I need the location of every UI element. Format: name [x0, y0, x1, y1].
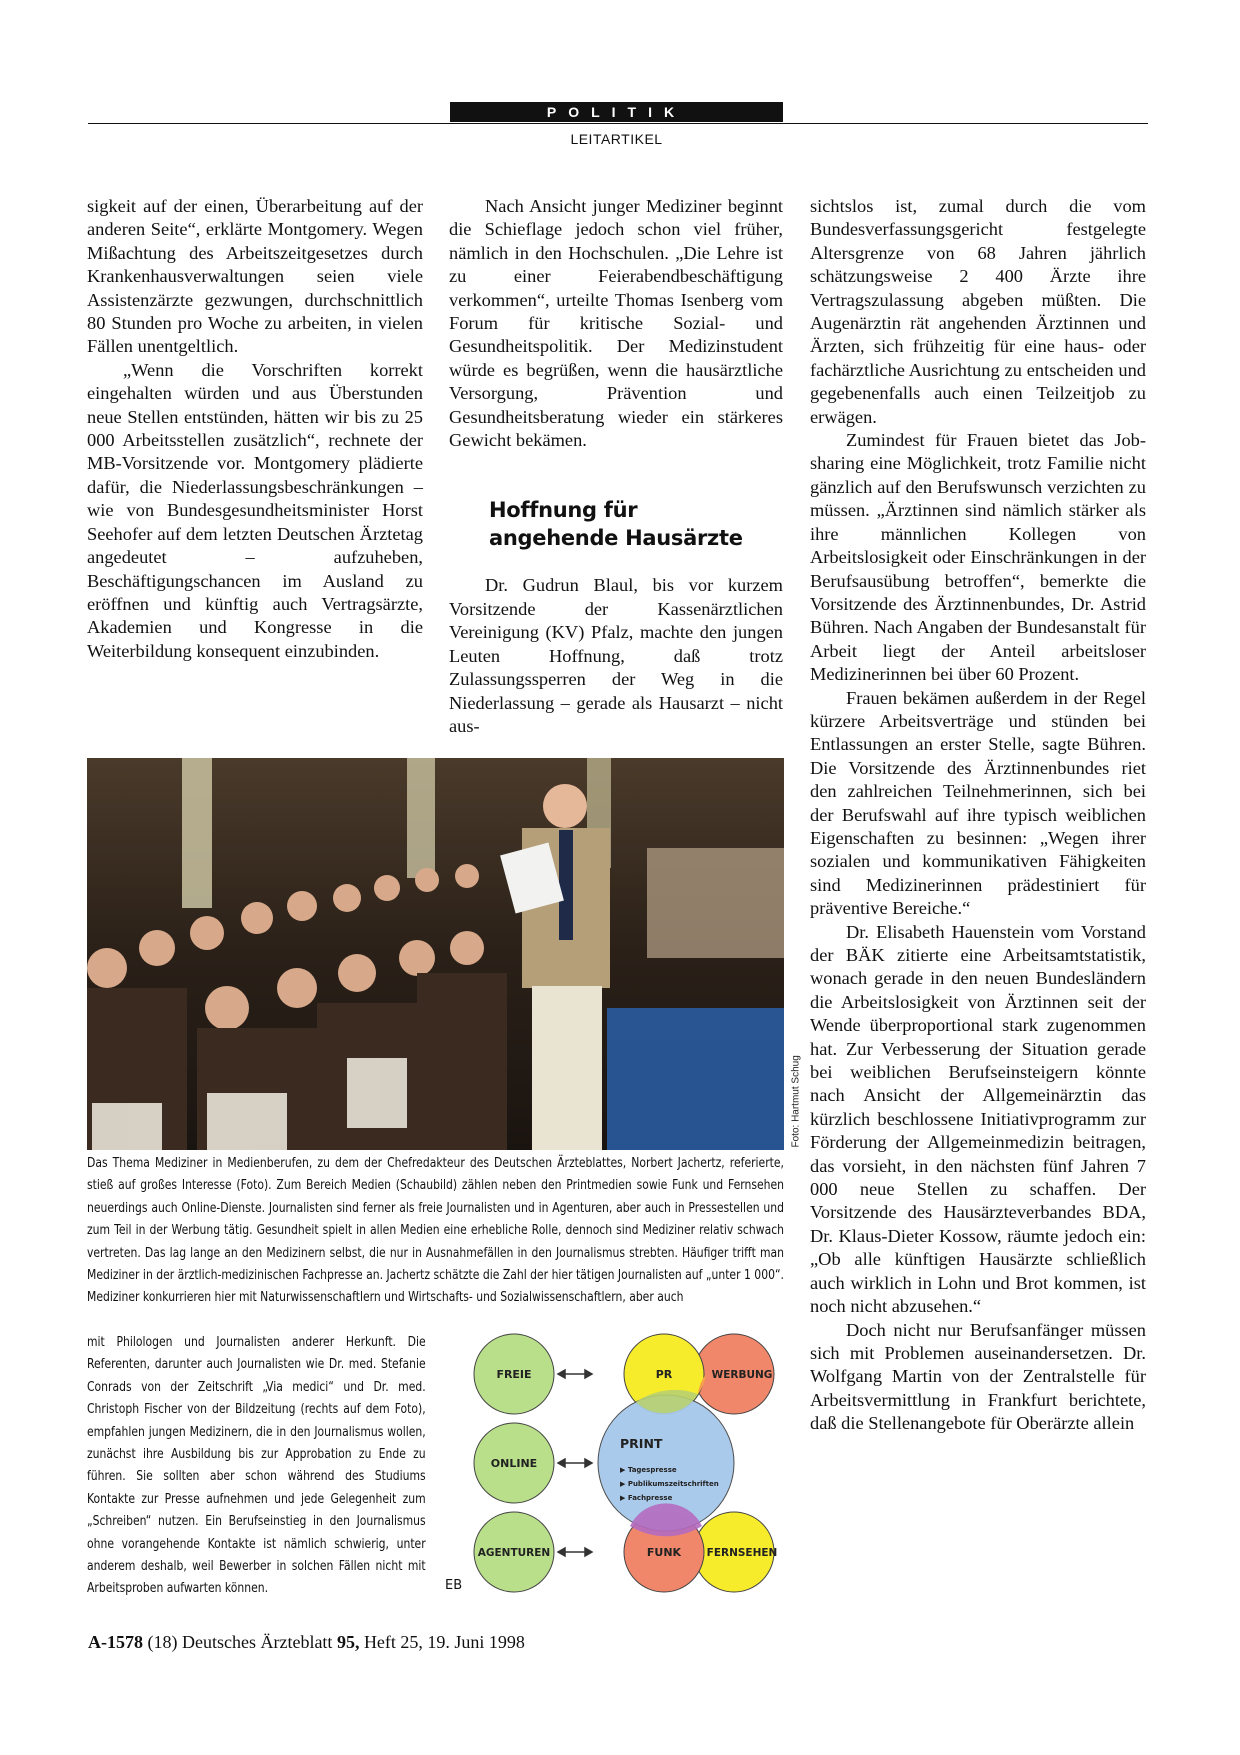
paragraph: Dr. Gudrun Blaul, bis vor kurzem Vorsitzende der Kassenärztlichen Vereinigung (KV) Pfalz, machte den jungen Leuten Hoffnung, daß trotz Zulassungssperren der Weg in die Niederlassung – gerade als Hausarzt – nicht aus- — [449, 575, 783, 736]
header-rule — [88, 123, 1148, 124]
diagram-label: ONLINE — [490, 1457, 538, 1470]
text-column-3 — [810, 195, 1146, 1436]
diagram-label: FUNK — [646, 1546, 682, 1559]
conference-photo — [87, 758, 784, 1150]
footer-text: (18) Deutsches Ärzteblatt — [143, 1632, 337, 1652]
paragraph: sichtslos ist, zumal durch die vom Bundesverfassungsgericht festgelegte Altersgrenze von 68 Jahren jährlich schätzungsweise 2 400 Ärzte ihre Vertragszulassung abgeben müßten. Die Augenärztin rät angehenden Ärztinnen und Ärzten, sich frühzeitig für eine haus- oder fachärztliche Ausrichtung zu entscheiden und gegebenenfalls auch einen Teilzeitjob zu erwägen. — [810, 196, 1146, 427]
footer-issue: Heft 25, 19. Juni 1998 — [359, 1632, 525, 1652]
diagram-label: FREIE — [496, 1368, 532, 1381]
footer-volume: 95, — [336, 1632, 360, 1652]
photo-caption: Das Thema Mediziner in Medienberufen, zu dem der Chefredakteur des Deutschen Ärzteblattes, Norbert Jachertz, referierte, stieß auf großes Interesse (Foto). Zum Bereich Medien (Schaubild) zählen neben den Printmedien sowie Funk und Fernsehen neuerdings auch Online-Dienste. Journalisten sind ferner als freie Journalisten und in Agenturen, aber auch in Pressestellen und zum Teil in der Werbung tätig. Gesundheit spielt in allen Medien eine erhebliche Rolle, dennoch sind Mediziner relativ schwach vertreten. Das lag lange an den Medizinern selbst, die nur in Ausnahmefällen in den Journalismus strebten. Häufiger trifft man Mediziner in der ärztlich-medizinischen Fachpresse an. Jachertz schätzte die Zahl der hier tätigen Journalisten auf „unter 1 000“. Mediziner konkurrieren hier mit Naturwissenschaftlern und Wirtschafts- und Sozialwissenschaftlern, aber auch — [87, 1156, 784, 1306]
paragraph: Doch nicht nur Berufsanfänger müssen sich mit Problemen auseinandersetzen. Dr. Wolfgang Martin von der Zentralstelle für Arbeitsvermittlung in Frankfurt berichtete, daß die Stellenangebote für Oberärzte allein — [810, 1319, 1146, 1434]
diagram-label: PRINT — [620, 1436, 663, 1451]
text-column-1 — [87, 195, 423, 663]
paragraph: Nach Ansicht junger Mediziner beginnt die Schieflage jedoch schon viel früher, nämlich in den Hochschulen. „Die Lehre ist zu einer Feierabendbeschäftigung verkommen“, urteilte Thomas Isenberg vom Forum für kritische Sozial- und Gesundheitspolitik. Der Medizinstudent würde es begrüßen, wenn die hausärztliche Versorgung, Prävention und Gesundheitsberatung wieder ein stärkeres Gewicht bekämen. — [449, 196, 783, 451]
section-subheader: LEITARTIKEL — [570, 131, 663, 147]
paragraph: sigkeit auf der einen, Überarbeitung auf der anderen Seite“, erklärte Montgomery. Wegen Mißachtung des Arbeitszeitgesetzes durch Krankenhausverwaltungen seien viele Assistenzärzte gezwungen, durchschnittlich 80 Stunden pro Woche zu arbeiten, in vielen Fällen unentgeltlich. — [87, 196, 423, 357]
page-number: A-1578 — [88, 1632, 143, 1652]
paragraph: Frauen bekämen außerdem in der Regel kürzere Arbeitsverträge und stünden bei Entlassungen an erster Stelle, sagte Bühren. Die Vorsitzende des Ärztinnenbundes riet den zahlreichen Teilnehmerinnen, sich bei der Berufswahl auf ihre typisch weiblichen Eigenschaften zu besinnen: „Wegen ihrer sozialen und kommunikativen Fähigkeiten sind Medizinerinnen prädestiniert für präventive Bereiche.“ — [810, 687, 1146, 919]
diagram-label: FERNSEHEN — [706, 1547, 778, 1559]
diagram-arrows — [558, 1370, 592, 1556]
paragraph: Zumindest für Frauen bietet das Job-sharing eine Möglichkeit, trotz Familie nicht gänzlich auf den Berufswunsch verzichten zu müssen. „Ärztinnen sind nämlich stärker als ihre männlichen Kollegen von Arbeitslosigkeit oder Einschränkungen in der Berufsausübung betroffen“, bemerkte die Vorsitzende des Ärztinnenbundes, Dr. Astrid Bühren. Nach Angaben der Bundesanstalt für Arbeit liegt der Anteil arbeitsloser Medizinerinnen bei über 60 Prozent. — [810, 430, 1146, 685]
diagram-label: ▶ Fachpresse — [620, 1494, 673, 1502]
paragraph: „Wenn die Vorschriften korrekt eingehalten würden und aus Überstunden neue Stellen entstünden, hätten wir bis zu 25 000 Arbeitsstellen zusätzlich“, rechnete der MB-Vorsitzende vor. Montgomery plädierte dafür, die Niederlassungsbeschränkungen – wie von Bundesgesundheitsminister Horst Seehofer auf dem letzten Deutschen Ärztetag angedeutet – aufzuheben, Beschäftigungschancen im Ausland zu eröffnen und künftig auch Vertragsärzte, Akademien und Kongresse in die Weiterbildung konsequent einzubinden. — [87, 359, 423, 661]
media-diagram — [470, 1330, 784, 1600]
caption-signature: EB — [445, 1578, 463, 1593]
diagram-label: ▶ Tagespresse — [620, 1466, 677, 1474]
media-diagram-svg — [470, 1330, 784, 1600]
photo-caption-continued: mit Philologen und Journalisten anderer Herkunft. Die Referenten, darunter auch Journalisten wie Dr. med. Stefanie Conrads von der Zeitschrift „Via medici“ und Dr. med. Christoph Fischer von der Bildzeitung (rechts auf dem Foto), empfahlen jungen Medizinern, die in den Journalismus wollen, zunächst ihre Ausbildung bis zur Approbation zu Ende zu führen. Sie sollten aber schon während des Studiums Kontakte zur Presse aufnehmen und jede Gelegenheit zum „Schreiben“ nutzen. Ein Berufseinstieg in den Journalismus ohne vorangehende Kontakte ist nämlich schwierig, unter anderem deshalb, weil Bewerber in solchen Fällen nicht mit Arbeitsproben aufwarten können. — [87, 1335, 426, 1597]
subheading-line: angehende Hausärzte — [489, 526, 743, 551]
subheading — [489, 496, 783, 552]
diagram-label: AGENTUREN — [477, 1547, 551, 1559]
subheading-line: Hoffnung für — [489, 498, 638, 523]
text-column-2 — [449, 195, 783, 738]
diagram-label: WERBUNG — [711, 1369, 773, 1381]
diagram-label: ▶ Publikumszeitschriften — [620, 1480, 719, 1488]
paragraph: Dr. Elisabeth Hauenstein vom Vorstand der BÄK zitierte eine Arbeitsamtstatistik, wonach gerade in den neuen Bundesländern die Arbeitslosigkeit von Ärztinnen seit der Wende überproportional stark zugenommen hat. Zur Verbesserung der Situation gerade bei weiblichen Berufseinsteigern könnte nach Ansicht der Allgemeinärztin das kürzlich beschlossene Initiativprogramm zur Förderung der Allgemeinmedizin beitragen, das vorsieht, in den nächsten fünf Jahren 7 000 neue Stellen zu schaffen. Der Vorsitzende des Hausärzteverbandes BDA, Dr. Klaus-Dieter Kossow, räumte jedoch ein: „Ob alle künftigen Hausärzte schließlich auch wirklich in Lohn und Brot kommen, ist noch nicht abzusehen.“ — [810, 921, 1146, 1317]
diagram-label: PR — [655, 1368, 673, 1381]
section-header: POLITIK — [450, 102, 783, 122]
photo-credit-text: Foto: Hartmut Schug — [790, 1055, 802, 1148]
photo-illustration — [87, 758, 784, 1150]
page-footer — [88, 1632, 525, 1653]
photo-credit — [788, 1050, 804, 1150]
